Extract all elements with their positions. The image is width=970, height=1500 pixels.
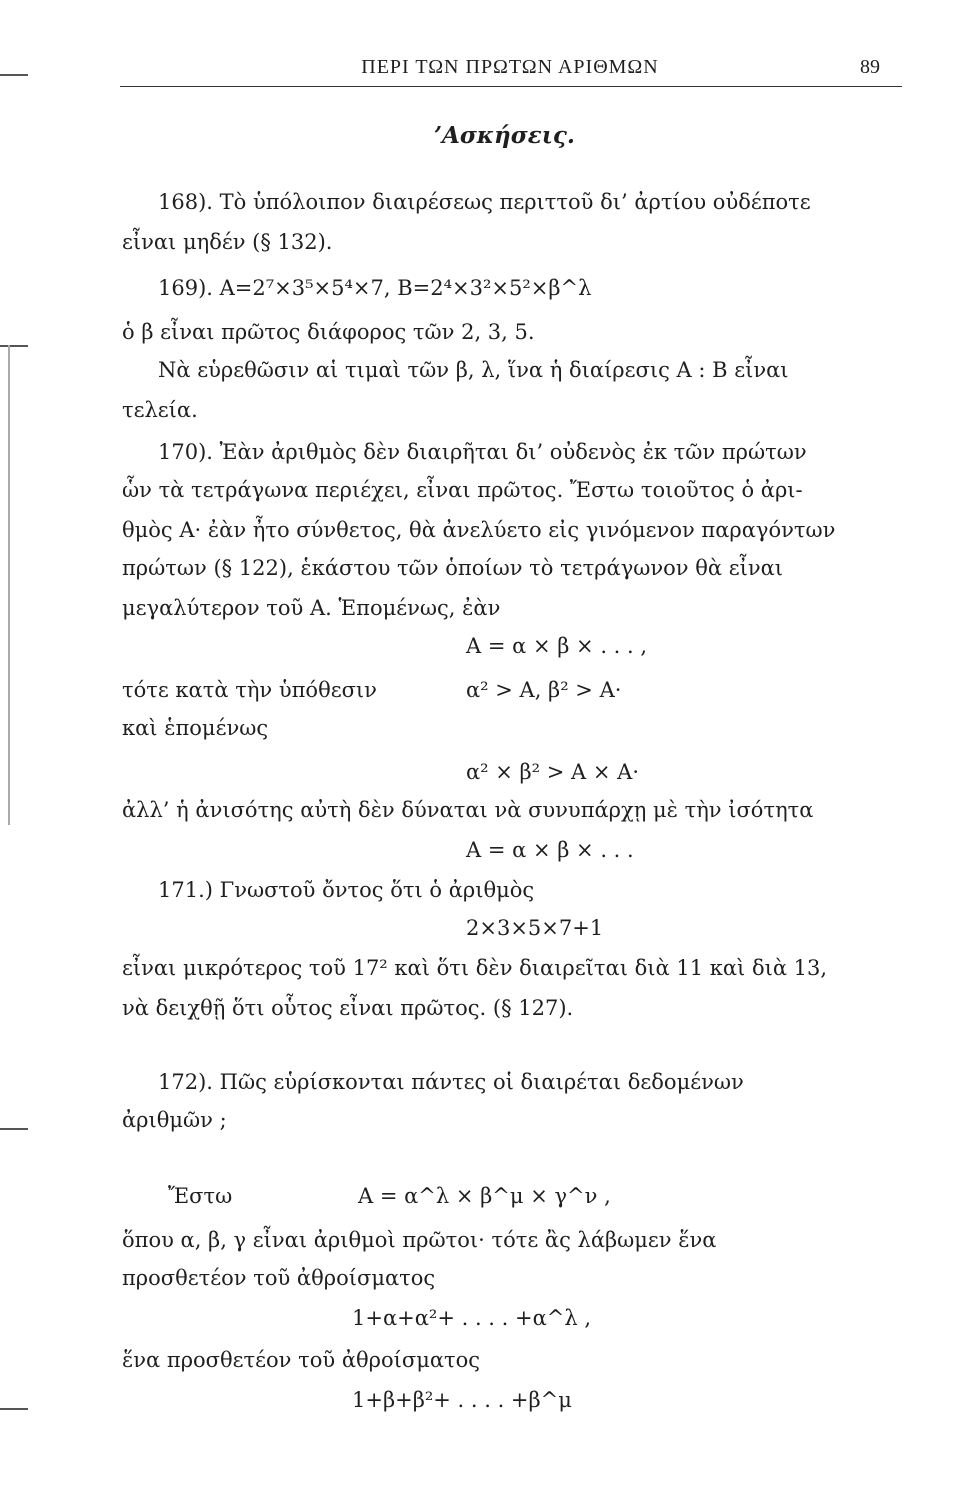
formula-line: A = α^λ × β^μ × γ^ν , xyxy=(358,1184,611,1208)
formula-line: A = α × β × . . . , xyxy=(466,634,648,658)
text-line: νὰ δειχθῇ ὅτι οὗτος εἶναι πρῶτος. (§ 127). xyxy=(122,996,574,1020)
text-line: τότε κατὰ τὴν ὑπόθεσιν xyxy=(122,678,377,702)
scan-edge-mark xyxy=(0,345,28,347)
formula-line: A = α × β × . . . xyxy=(466,838,634,862)
formula-line: α² × β² > A × A· xyxy=(466,760,640,784)
text-line: ὁ β εἶναι πρῶτος διάφορος τῶν 2, 3, 5. xyxy=(122,320,535,344)
text-line: τελεία. xyxy=(122,398,198,422)
running-title: ΠΕΡΙ ΤΩΝ ΠΡΩΤΩΝ ΑΡΙΘΜΩΝ xyxy=(361,56,659,78)
text-line: 169). A=2⁷×3⁵×5⁴×7, B=2⁴×3²×5²×β^λ xyxy=(158,276,592,300)
text-line: προσθετέον τοῦ ἀθροίσματος xyxy=(122,1266,436,1290)
text-line: ὧν τὰ τετράγωνα περιέχει, εἶναι πρῶτος. Ἔστω τοιοῦτος ὁ ἀρι- xyxy=(122,478,803,502)
scan-edge-mark xyxy=(0,1408,28,1410)
running-head xyxy=(120,56,900,84)
text-line: ἕνα προσθετέον τοῦ ἀθροίσματος xyxy=(122,1348,481,1372)
text-line: Νὰ εὑρεθῶσιν αἱ τιμαὶ τῶν β, λ, ἵνα ἡ διαίρεσις A : B εἶναι xyxy=(158,358,789,382)
text-line: μεγαλύτερον τοῦ A. Ἑπομένως, ἐὰν xyxy=(122,596,501,620)
text-line: 170). Ἐὰν ἀριθμὸς δὲν διαιρῆται δι’ οὐδενὸς ἐκ τῶν πρώτων xyxy=(158,440,807,464)
text-line: 172). Πῶς εὑρίσκονται πάντες οἱ διαιρέται δεδομένων xyxy=(158,1070,744,1094)
formula-line: α² > A, β² > A· xyxy=(466,678,622,702)
formula-line: 2×3×5×7+1 xyxy=(466,916,604,940)
text-line: 168). Τὸ ὑπόλοιπον διαιρέσεως περιττοῦ δι’ ἀρτίου οὐδέποτε xyxy=(158,190,811,214)
text-line: Ἔστω xyxy=(168,1184,233,1208)
text-line: ἀριθμῶν ; xyxy=(122,1108,227,1132)
text-line: 171.) Γνωστοῦ ὄντος ὅτι ὁ ἀριθμὸς xyxy=(158,878,535,902)
text-line: ἀλλ’ ἡ ἀνισότης αὐτὴ δὲν δύναται νὰ συνυπάρχῃ μὲ τὴν ἰσότητα xyxy=(122,798,814,822)
formula-line: 1+α+α²+ . . . . +α^λ , xyxy=(352,1306,592,1330)
page-number: 89 xyxy=(860,56,880,78)
header-rule xyxy=(120,86,902,87)
scan-edge-mark xyxy=(0,74,28,76)
text-line: καὶ ἑπομένως xyxy=(122,716,269,740)
section-title: ’Ασκήσεις. xyxy=(434,122,575,149)
text-line: θμὸς A· ἐὰν ἦτο σύνθετος, θὰ ἀνελύετο εἰς γινόμενον παραγόντων xyxy=(122,518,836,542)
scan-edge-bar xyxy=(8,345,10,825)
text-line: εἶναι μικρότερος τοῦ 17² καὶ ὅτι δὲν διαιρεῖται διὰ 11 καὶ διὰ 13, xyxy=(122,956,828,980)
scan-edge-mark xyxy=(0,1128,28,1130)
text-line: πρώτων (§ 122), ἑκάστου τῶν ὁποίων τὸ τετράγωνον θὰ εἶναι xyxy=(122,556,784,580)
formula-line: 1+β+β²+ . . . . +β^μ xyxy=(352,1388,572,1412)
text-line: ὅπου α, β, γ εἶναι ἀριθμοὶ πρῶτοι· τότε ἂς λάβωμεν ἕνα xyxy=(122,1228,717,1252)
text-line: εἶναι μηδέν (§ 132). xyxy=(122,230,333,254)
